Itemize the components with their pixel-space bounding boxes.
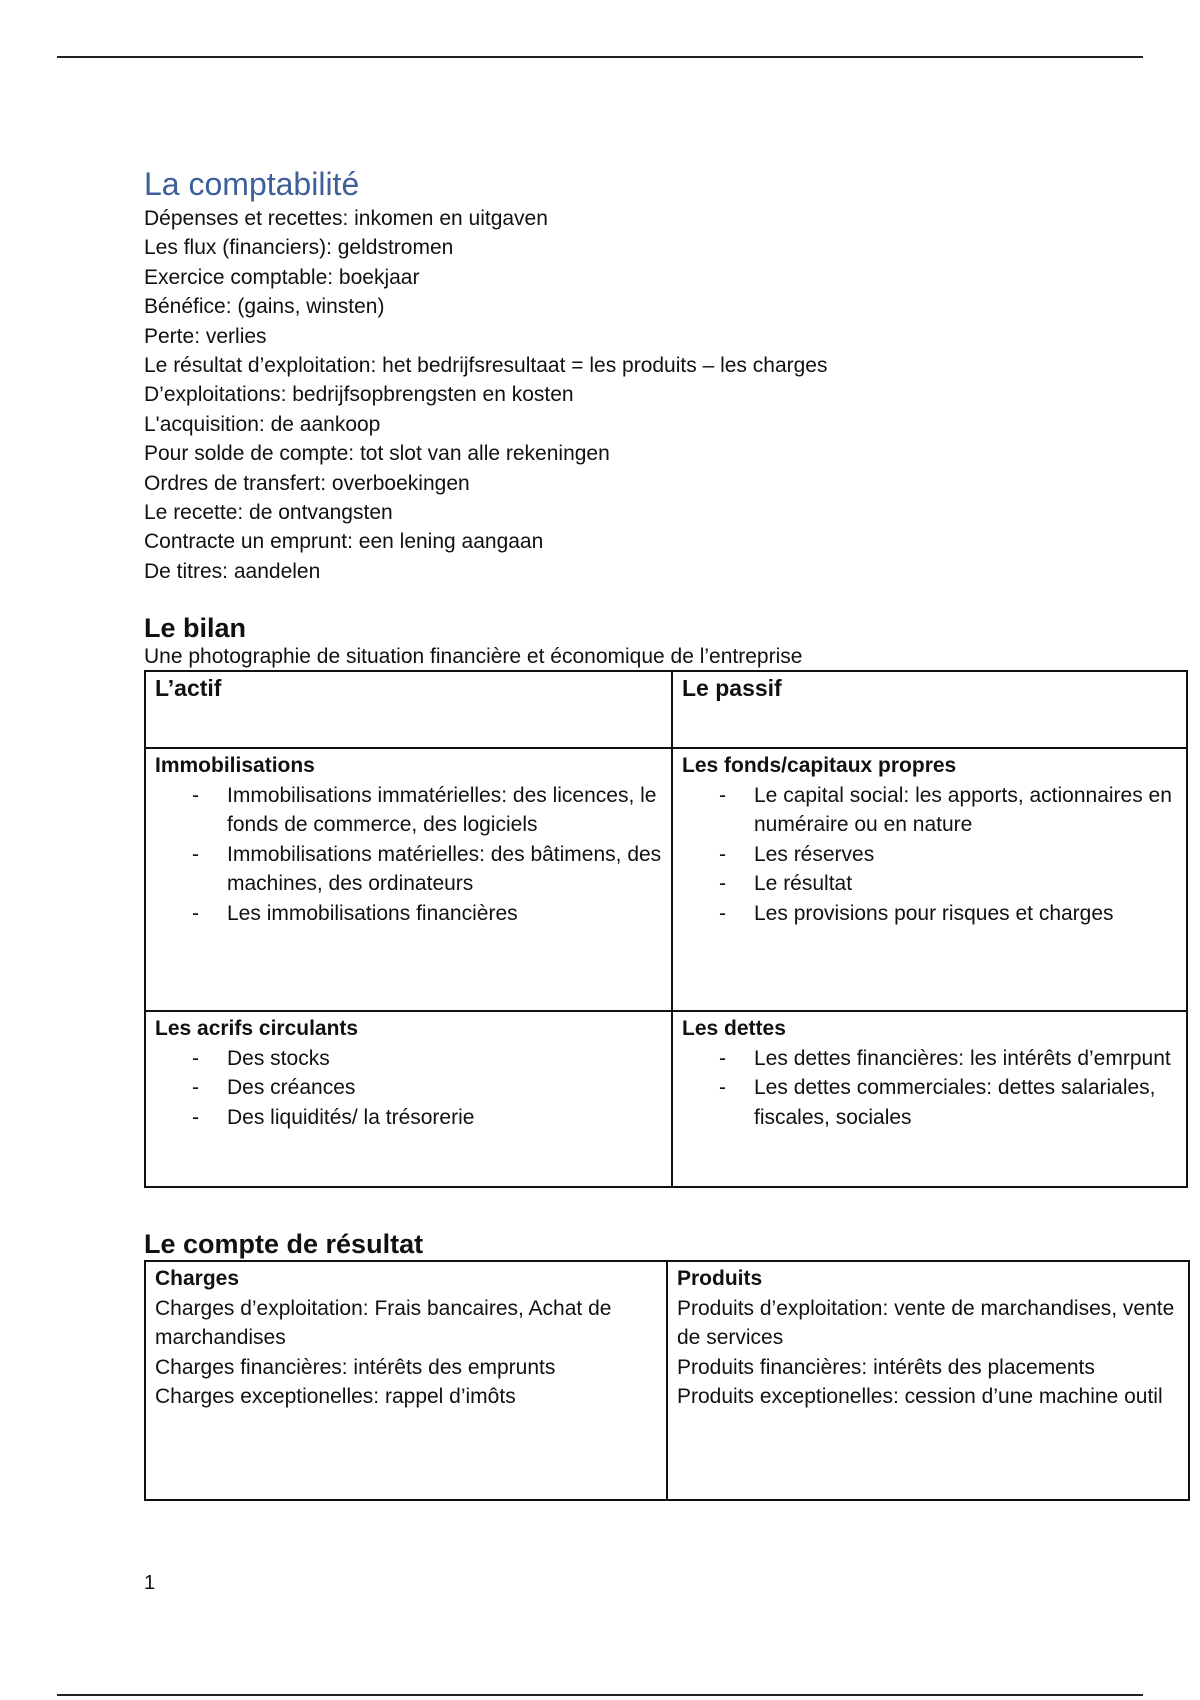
list-item: - Les dettes commerciales: dettes salariales, fiscales, sociales bbox=[754, 1073, 1178, 1132]
list-item: - Des créances bbox=[227, 1073, 663, 1103]
produits-title: Produits bbox=[677, 1267, 763, 1291]
dettes-cell bbox=[672, 1011, 1187, 1187]
bilan-header-row bbox=[145, 671, 1187, 748]
dettes-list bbox=[682, 1044, 1178, 1133]
vocabulary-item: Dépenses et recettes: inkomen en uitgaven bbox=[144, 207, 548, 230]
vocabulary-item: D’exploitations: bedrijfsopbrengsten en kosten bbox=[144, 383, 574, 407]
list-item: - Les dettes financières: les intérêts d’emrpunt bbox=[754, 1044, 1178, 1074]
immobilisations-cell bbox=[145, 748, 672, 1011]
vocabulary-item: Bénéfice: (gains, winsten) bbox=[144, 295, 385, 319]
charges-title: Charges bbox=[155, 1267, 240, 1291]
produits-line: Produits exceptionelles: cession d’une machine outil bbox=[677, 1385, 1163, 1409]
fonds-propres-list bbox=[682, 781, 1178, 929]
list-item: - Immobilisations immatérielles: des licences, le fonds de commerce, des logiciels bbox=[227, 781, 663, 840]
bilan-heading: Le bilan bbox=[144, 613, 247, 644]
fonds-propres-cell bbox=[672, 748, 1187, 1011]
produits-line: Produits financières: intérêts des placements bbox=[677, 1355, 1095, 1379]
vocabulary-item: Contracte un emprunt: een lening aangaan bbox=[144, 530, 544, 554]
fonds-propres-title: Les fonds/capitaux propres bbox=[682, 754, 957, 778]
vocabulary-item: Le recette: de ontvangsten bbox=[144, 501, 393, 525]
vocabulary-item: Pour solde de compte: tot slot van alle rekeningen bbox=[144, 442, 610, 466]
list-item: - Des stocks bbox=[227, 1044, 663, 1074]
header-rule bbox=[57, 56, 1143, 58]
actifs-circulants-cell bbox=[145, 1011, 672, 1187]
list-item: - Les immobilisations financières bbox=[227, 899, 663, 929]
list-item: - Le capital social: les apports, actionnaires en numéraire ou en nature bbox=[754, 781, 1178, 840]
footer-rule bbox=[57, 1694, 1143, 1696]
charges-line: Charges exceptionelles: rappel d’imôts bbox=[155, 1385, 516, 1409]
produits-line: Produits d’exploitation: vente de marchandises, vente de services bbox=[677, 1296, 1175, 1350]
bilan-intro: Une photographie de situation financière et économique de l’entreprise bbox=[144, 645, 803, 669]
vocabulary-item: L'acquisition: de aankoop bbox=[144, 412, 381, 436]
vocabulary-item: Le résultat d’exploitation: het bedrijfsresultaat = les produits – les charges bbox=[144, 354, 828, 378]
page-title: La comptabilité bbox=[144, 166, 360, 202]
bilan-row bbox=[145, 748, 1187, 1011]
passif-header: Le passif bbox=[682, 675, 782, 702]
list-item: - Le résultat bbox=[754, 869, 1178, 899]
compte-resultat-row bbox=[145, 1261, 1189, 1500]
vocabulary-list bbox=[144, 204, 1184, 586]
list-item: - Immobilisations matérielles: des bâtimens, des machines, des ordinateurs bbox=[227, 840, 663, 899]
list-item: - Des liquidités/ la trésorerie bbox=[227, 1103, 663, 1133]
produits-cell bbox=[667, 1261, 1189, 1500]
actif-header: L’actif bbox=[155, 675, 222, 702]
charges-line: Charges financières: intérêts des emprunts bbox=[155, 1355, 556, 1379]
vocabulary-item: Ordres de transfert: overboekingen bbox=[144, 471, 470, 495]
immobilisations-title: Immobilisations bbox=[155, 754, 315, 778]
charges-cell bbox=[145, 1261, 667, 1500]
actifs-circulants-list bbox=[155, 1044, 663, 1133]
vocabulary-item: Les flux (financiers): geldstromen bbox=[144, 236, 454, 260]
vocabulary-item: Perte: verlies bbox=[144, 324, 267, 348]
bilan-table bbox=[144, 670, 1188, 1188]
vocabulary-item: De titres: aandelen bbox=[144, 559, 321, 583]
list-item: - Les réserves bbox=[754, 840, 1178, 870]
actif-header-cell bbox=[145, 671, 672, 748]
vocabulary-item: Exercice comptable: boekjaar bbox=[144, 265, 420, 289]
dettes-title: Les dettes bbox=[682, 1017, 786, 1041]
immobilisations-list bbox=[155, 781, 663, 929]
charges-line: Charges d’exploitation: Frais bancaires, Achat de marchandises bbox=[155, 1296, 612, 1350]
page-number: 1 bbox=[144, 1572, 156, 1594]
document-body bbox=[144, 164, 1184, 1501]
bilan-row bbox=[145, 1011, 1187, 1187]
list-item: - Les provisions pour risques et charges bbox=[754, 899, 1178, 929]
compte-resultat-heading: Le compte de résultat bbox=[144, 1229, 424, 1260]
passif-header-cell bbox=[672, 671, 1187, 748]
compte-resultat-table bbox=[144, 1260, 1190, 1501]
actifs-circulants-title: Les acrifs circulants bbox=[155, 1017, 359, 1041]
